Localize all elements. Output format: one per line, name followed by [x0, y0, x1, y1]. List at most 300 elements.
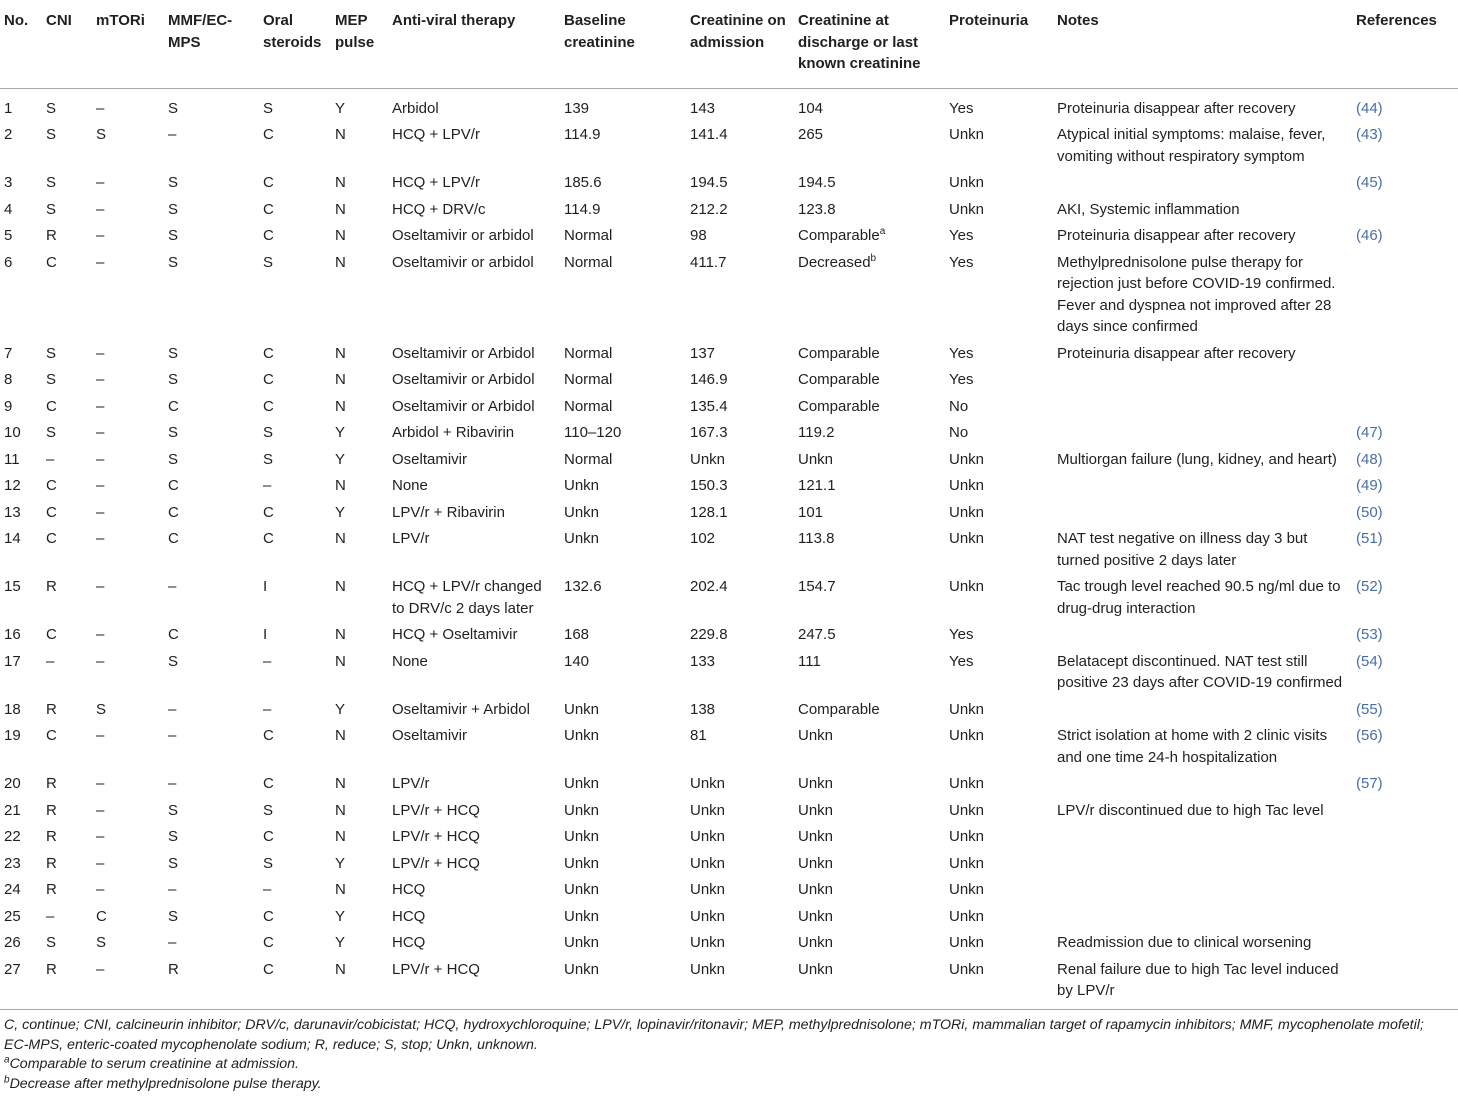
cell-mep-pulse [331, 721, 388, 769]
cell-mep-pulse [331, 120, 388, 168]
cell-creatinine-discharge [794, 418, 945, 445]
table-row [0, 248, 1458, 339]
cell-text: N [335, 530, 346, 547]
cell-cni [42, 721, 92, 769]
cell-text: R [46, 801, 57, 819]
cell-mtori [92, 620, 164, 647]
cell-baseline-creatinine [560, 849, 686, 876]
header-notes: Notes [1057, 12, 1099, 29]
cell-mep-pulse [331, 695, 388, 722]
cell-text: – [96, 253, 105, 271]
cell-text: 2 [4, 126, 13, 143]
cell-mmf [164, 445, 259, 472]
cell-oral-steroids [259, 498, 331, 525]
cell-text: Unkn [798, 881, 834, 898]
cell-text: Oseltamivir + Arbidol [392, 700, 530, 718]
cell-text: S [46, 934, 57, 951]
cell-notes [1053, 195, 1352, 222]
cell-references [1352, 928, 1458, 955]
cell-mep-pulse [331, 620, 388, 647]
cell-text: 9 [4, 397, 13, 415]
cell-text: Unkn [690, 934, 726, 951]
cell-text: – [96, 652, 105, 670]
cell-text: C [46, 626, 57, 643]
cell-text: N [335, 174, 346, 191]
cell-mmf [164, 221, 259, 248]
cell-text: 185.6 [564, 174, 602, 191]
cell-baseline-creatinine [560, 248, 686, 339]
cell-antiviral [388, 822, 560, 849]
cell-text: C [263, 960, 274, 978]
header-baseline-creatinine: Baseline creatinine [564, 12, 635, 51]
cell-text: – [96, 881, 105, 898]
cell-no [0, 365, 42, 392]
cell-mmf [164, 769, 259, 796]
cell-references [1352, 365, 1458, 392]
cell-text: S [263, 450, 274, 468]
cell-text: Yes [949, 227, 974, 244]
cell-mtori [92, 471, 164, 498]
cell-creatinine-discharge [794, 769, 945, 796]
cell-text: 137 [690, 344, 716, 362]
cell-mtori [92, 572, 164, 620]
cell-text: Unkn [798, 450, 834, 468]
cell-cni [42, 620, 92, 647]
cell-oral-steroids [259, 392, 331, 419]
cell-baseline-creatinine [560, 365, 686, 392]
cell-text: S [168, 854, 179, 872]
cell-mep-pulse [331, 769, 388, 796]
cell-notes [1053, 875, 1352, 902]
cell-text: Unkn [564, 477, 600, 494]
cell-text: Y [335, 934, 346, 951]
cell-references [1352, 498, 1458, 525]
cell-proteinuria [945, 120, 1053, 168]
cell-creatinine-admission [686, 88, 794, 120]
cell-text: C [263, 530, 274, 547]
cell-notes [1053, 902, 1352, 929]
cell-notes [1053, 620, 1352, 647]
cell-references [1352, 168, 1458, 195]
cell-text: N [335, 727, 346, 744]
table-row [0, 822, 1458, 849]
cell-text: C [46, 397, 57, 415]
cell-text: Unkn [949, 174, 985, 191]
cell-text: 20 [4, 775, 21, 792]
cell-cni [42, 418, 92, 445]
table-row [0, 769, 1458, 796]
cell-creatinine-admission [686, 392, 794, 419]
cell-baseline-creatinine [560, 955, 686, 1010]
cell-mep-pulse [331, 955, 388, 1010]
cell-notes [1053, 168, 1352, 195]
cell-text: – [263, 700, 272, 718]
cell-text: N [335, 344, 346, 362]
cell-text: HCQ + LPV/r changed to DRV/c 2 days later [392, 578, 542, 617]
cell-mmf [164, 822, 259, 849]
cell-text: S [263, 99, 274, 117]
cell-text: Methylprednisolone pulse therapy for rejection just before COVID-19 confirmed. Fever and dyspnea not improved after 28 days since confirmed [1057, 253, 1336, 335]
cell-antiviral [388, 849, 560, 876]
cell-proteinuria [945, 88, 1053, 120]
cell-cni [42, 88, 92, 120]
cell-proteinuria [945, 647, 1053, 695]
cell-mtori [92, 902, 164, 929]
table-row [0, 168, 1458, 195]
cell-text: (48) [1356, 450, 1383, 468]
cell-text: Normal [564, 227, 613, 244]
cell-text: Y [335, 99, 346, 117]
cell-text: Unkn [949, 503, 985, 521]
cell-baseline-creatinine [560, 418, 686, 445]
cell-references [1352, 195, 1458, 222]
cell-text: 13 [4, 503, 21, 521]
cell-text: S [168, 99, 179, 117]
cell-text: C [168, 503, 179, 521]
cell-mep-pulse [331, 796, 388, 823]
cell-text: N [335, 775, 346, 792]
cell-creatinine-admission [686, 822, 794, 849]
cell-creatinine-admission [686, 524, 794, 572]
cell-creatinine-admission [686, 928, 794, 955]
cell-proteinuria [945, 849, 1053, 876]
cell-text: 12 [4, 477, 21, 494]
header-cni: CNI [46, 12, 72, 29]
cell-text: Unkn [564, 700, 600, 718]
cell-creatinine-admission [686, 418, 794, 445]
cell-proteinuria [945, 955, 1053, 1010]
cell-no [0, 445, 42, 472]
cell-antiviral [388, 524, 560, 572]
cell-creatinine-admission [686, 445, 794, 472]
cell-creatinine-admission [686, 695, 794, 722]
cell-text: Unkn [949, 801, 985, 819]
cell-text: S [168, 344, 179, 362]
cell-text: 114.9 [564, 126, 601, 143]
cell-references [1352, 769, 1458, 796]
cell-references [1352, 339, 1458, 366]
cell-text: – [96, 424, 105, 441]
cell-proteinuria [945, 498, 1053, 525]
cell-creatinine-discharge [794, 875, 945, 902]
cell-text: Unkn [949, 854, 985, 872]
cell-baseline-creatinine [560, 822, 686, 849]
cell-no [0, 572, 42, 620]
cell-no [0, 88, 42, 120]
cell-text: 123.8 [798, 200, 836, 218]
cell-text: 167.3 [690, 424, 728, 441]
cell-mtori [92, 928, 164, 955]
cell-mep-pulse [331, 471, 388, 498]
cell-text: S [263, 801, 274, 819]
cell-creatinine-admission [686, 647, 794, 695]
cell-text: LPV/r [392, 530, 430, 547]
cell-text: HCQ [392, 934, 426, 951]
cell-text: 3 [4, 174, 13, 191]
cell-text: – [96, 344, 105, 362]
cell-notes [1053, 498, 1352, 525]
table-row [0, 418, 1458, 445]
cell-text: HCQ + Oseltamivir [392, 626, 518, 643]
cell-creatinine-discharge [794, 721, 945, 769]
cell-creatinine-discharge [794, 498, 945, 525]
cell-references [1352, 471, 1458, 498]
cell-antiviral [388, 418, 560, 445]
cell-text: 19 [4, 727, 21, 744]
cell-creatinine-admission [686, 902, 794, 929]
cell-text: C [263, 503, 274, 521]
table-row [0, 365, 1458, 392]
cell-cni [42, 248, 92, 339]
cell-mtori [92, 647, 164, 695]
cell-mep-pulse [331, 928, 388, 955]
cell-references [1352, 647, 1458, 695]
cell-proteinuria [945, 875, 1053, 902]
cell-antiviral [388, 248, 560, 339]
cell-mmf [164, 875, 259, 902]
cell-creatinine-admission [686, 796, 794, 823]
cell-proteinuria [945, 195, 1053, 222]
cell-mtori [92, 168, 164, 195]
cell-cni [42, 524, 92, 572]
cell-references [1352, 620, 1458, 647]
cell-cni [42, 769, 92, 796]
cell-text: 22 [4, 828, 21, 845]
cell-mep-pulse [331, 195, 388, 222]
cell-text: S [46, 424, 57, 441]
cell-text: – [46, 907, 55, 925]
cell-antiviral [388, 695, 560, 722]
cell-text: R [46, 960, 57, 978]
cell-text: 102 [690, 530, 716, 547]
cell-antiviral [388, 647, 560, 695]
table-row [0, 88, 1458, 120]
cell-creatinine-discharge [794, 902, 945, 929]
cell-text: Unkn [564, 854, 600, 872]
cell-oral-steroids [259, 796, 331, 823]
cell-text: R [46, 881, 57, 898]
cell-text: (56) [1356, 727, 1383, 744]
cell-text: C [46, 727, 57, 744]
cell-text: 104 [798, 99, 824, 117]
cell-text: C [263, 775, 274, 792]
cell-text: Unkn [564, 960, 600, 978]
table-row [0, 620, 1458, 647]
cell-mtori [92, 769, 164, 796]
cell-mtori [92, 796, 164, 823]
cell-mmf [164, 849, 259, 876]
cell-text: 194.5 [690, 174, 728, 191]
header-no: No. [4, 12, 29, 29]
cell-mep-pulse [331, 221, 388, 248]
cell-antiviral [388, 120, 560, 168]
cell-mtori [92, 875, 164, 902]
cell-text: 247.5 [798, 626, 836, 643]
cell-text: S [263, 253, 274, 271]
cell-oral-steroids [259, 365, 331, 392]
cell-text: 411.7 [690, 253, 727, 271]
cell-proteinuria [945, 769, 1053, 796]
cell-text: – [96, 503, 105, 521]
cell-text: C [263, 934, 274, 951]
cell-text: Unkn [690, 960, 726, 978]
cell-proteinuria [945, 365, 1053, 392]
cell-text: 114.9 [564, 200, 601, 218]
table-row [0, 849, 1458, 876]
table-row [0, 647, 1458, 695]
cell-text: 140 [564, 652, 590, 670]
cell-cni [42, 339, 92, 366]
cell-oral-steroids [259, 647, 331, 695]
table-row [0, 471, 1458, 498]
cell-baseline-creatinine [560, 647, 686, 695]
cell-no [0, 168, 42, 195]
cell-creatinine-discharge [794, 365, 945, 392]
cell-text: Renal failure due to high Tac level induced by LPV/r [1057, 960, 1339, 999]
cell-text: Unkn [690, 775, 726, 792]
cell-text: Oseltamivir or Arbidol [392, 371, 535, 388]
cell-mep-pulse [331, 849, 388, 876]
cell-text: – [96, 530, 105, 547]
cell-mtori [92, 695, 164, 722]
cell-text: S [46, 99, 57, 117]
table-body [0, 88, 1458, 1009]
cell-creatinine-admission [686, 248, 794, 339]
footnote-b-text: Decrease after methylprednisolone pulse therapy. [9, 1075, 322, 1092]
cell-no [0, 955, 42, 1010]
cell-antiviral [388, 769, 560, 796]
cell-baseline-creatinine [560, 471, 686, 498]
cell-text: C [263, 397, 274, 415]
cell-text: S [168, 227, 179, 244]
cell-text: C [168, 477, 179, 494]
cell-mtori [92, 248, 164, 339]
cell-text: N [335, 626, 346, 643]
cell-proteinuria [945, 572, 1053, 620]
cell-cni [42, 168, 92, 195]
cell-notes [1053, 822, 1352, 849]
cell-creatinine-admission [686, 620, 794, 647]
cell-text: 21 [4, 801, 21, 819]
cell-text: 229.8 [690, 626, 728, 643]
cell-no [0, 822, 42, 849]
cell-text: Unkn [949, 934, 985, 951]
cell-notes [1053, 365, 1352, 392]
cell-text: – [46, 450, 55, 468]
cell-text: Belatacept discontinued. NAT test still positive 23 days after COVID-19 confirmed [1057, 652, 1343, 691]
cell-notes [1053, 392, 1352, 419]
cell-text: N [335, 397, 346, 415]
cell-text: Readmission due to clinical worsening [1057, 934, 1312, 951]
cell-text: LPV/r [392, 775, 430, 792]
cell-references [1352, 248, 1458, 339]
cell-mtori [92, 120, 164, 168]
cell-oral-steroids [259, 769, 331, 796]
cell-text: Y [335, 424, 346, 441]
cell-text: 128.1 [690, 503, 728, 521]
cell-notes [1053, 721, 1352, 769]
cell-oral-steroids [259, 88, 331, 120]
cell-cni [42, 445, 92, 472]
cell-notes [1053, 471, 1352, 498]
cell-no [0, 120, 42, 168]
cell-text: (47) [1356, 424, 1383, 441]
cell-proteinuria [945, 392, 1053, 419]
cell-baseline-creatinine [560, 339, 686, 366]
cell-text: 81 [690, 727, 707, 744]
cell-proteinuria [945, 339, 1053, 366]
cell-text: LPV/r + HCQ [392, 960, 480, 978]
cell-text: S [96, 700, 107, 718]
cell-text: Yes [949, 253, 974, 271]
cell-text: 146.9 [690, 371, 728, 388]
cell-no [0, 524, 42, 572]
cell-text: (53) [1356, 626, 1383, 643]
cell-references [1352, 120, 1458, 168]
cell-notes [1053, 647, 1352, 695]
cell-text: S [168, 174, 179, 191]
cell-references [1352, 524, 1458, 572]
cell-text: LPV/r + Ribavirin [392, 503, 505, 521]
cell-proteinuria [945, 524, 1053, 572]
cell-mtori [92, 955, 164, 1010]
cell-oral-steroids [259, 572, 331, 620]
cell-text: (46) [1356, 227, 1383, 244]
cell-mmf [164, 695, 259, 722]
cell-text: 24 [4, 881, 21, 898]
cell-creatinine-discharge [794, 822, 945, 849]
cell-creatinine-discharge [794, 524, 945, 572]
cell-text: – [96, 227, 105, 244]
cell-cni [42, 928, 92, 955]
cell-proteinuria [945, 445, 1053, 472]
cell-antiviral [388, 339, 560, 366]
cell-text: LPV/r + HCQ [392, 854, 480, 872]
cell-references [1352, 822, 1458, 849]
cell-notes [1053, 221, 1352, 248]
cell-text: S [168, 907, 179, 925]
cell-text: C [263, 227, 274, 244]
cell-mep-pulse [331, 647, 388, 695]
cell-notes [1053, 769, 1352, 796]
cell-text: 132.6 [564, 578, 602, 595]
cell-text: Y [335, 907, 346, 925]
cell-text: 1 [4, 99, 13, 117]
cell-text: N [335, 477, 346, 494]
cell-text: Unkn [564, 828, 600, 845]
cell-baseline-creatinine [560, 524, 686, 572]
cell-proteinuria [945, 902, 1053, 929]
cell-text: HCQ + LPV/r [392, 174, 480, 191]
cell-text: HCQ + LPV/r [392, 126, 480, 143]
cell-text: Unkn [564, 881, 600, 898]
cell-mmf [164, 902, 259, 929]
cell-text: Arbidol [392, 99, 439, 117]
cell-text: N [335, 200, 346, 218]
cell-text: Unkn [690, 828, 726, 845]
cell-creatinine-admission [686, 849, 794, 876]
cell-mmf [164, 796, 259, 823]
cell-creatinine-admission [686, 195, 794, 222]
header-row [0, 0, 1458, 88]
cell-references [1352, 88, 1458, 120]
cell-text: Multiorgan failure (lung, kidney, and heart) [1057, 450, 1337, 468]
cell-text: 16 [4, 626, 21, 643]
footnote-abbreviations: C, continue; CNI, calcineurin inhibitor; DRV/c, darunavir/cobicistat; HCQ, hydroxychloroquine; LPV/r, lopinavir/ritonavir; MEP, methylprednisolone; mTORi, mammalian target of rapamycin inhibitors; MMF, mycophenolate mofetil; EC-MPS, enteric-coated mycophenolate sodium; R, reduce; S, stop; Unkn, unknown. [4, 1017, 1424, 1053]
cell-cni [42, 195, 92, 222]
cell-mep-pulse [331, 572, 388, 620]
cell-text: C [263, 126, 274, 143]
